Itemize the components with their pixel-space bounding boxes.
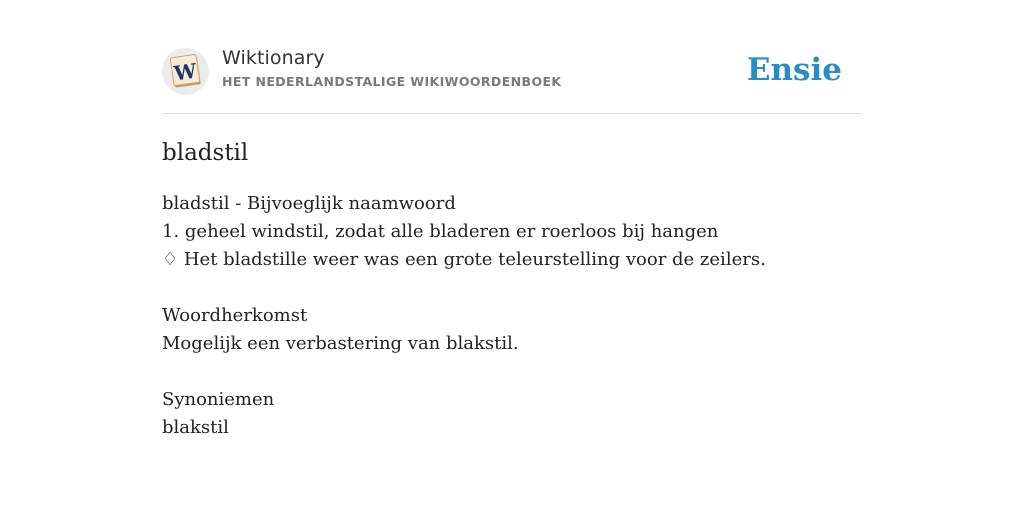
entry-content — [162, 190, 862, 442]
site-tagline: HET NEDERLANDSTALIGE WIKIWOORDENBOEK — [222, 74, 562, 89]
etymology-heading: Woordherkomst — [162, 305, 308, 326]
synonyms-heading: Synoniemen — [162, 389, 275, 410]
page-title: bladstil — [162, 140, 249, 166]
word-class-line: bladstil - Bijvoeglijk naamwoord — [162, 193, 456, 214]
ensie-brand-link[interactable]: Ensie — [746, 52, 842, 88]
wiktionary-logo-graphic — [162, 48, 209, 95]
definition-line: 1. geheel windstil, zodat alle bladeren er roerloos bij hangen — [162, 221, 719, 242]
wiktionary-logo-icon[interactable] — [162, 48, 209, 95]
spacer — [162, 358, 862, 386]
etymology-text: Mogelijk een verbastering van blakstil. — [162, 333, 519, 354]
site-name[interactable]: Wiktionary — [222, 47, 325, 69]
logo-letter: W — [172, 58, 199, 86]
example-line: ♢ Het bladstille weer was een grote teleurstelling voor de zeilers. — [162, 249, 766, 270]
site-header — [162, 46, 862, 96]
synonyms-text: blakstil — [162, 417, 229, 438]
spacer — [162, 274, 862, 302]
header-divider — [162, 113, 862, 114]
